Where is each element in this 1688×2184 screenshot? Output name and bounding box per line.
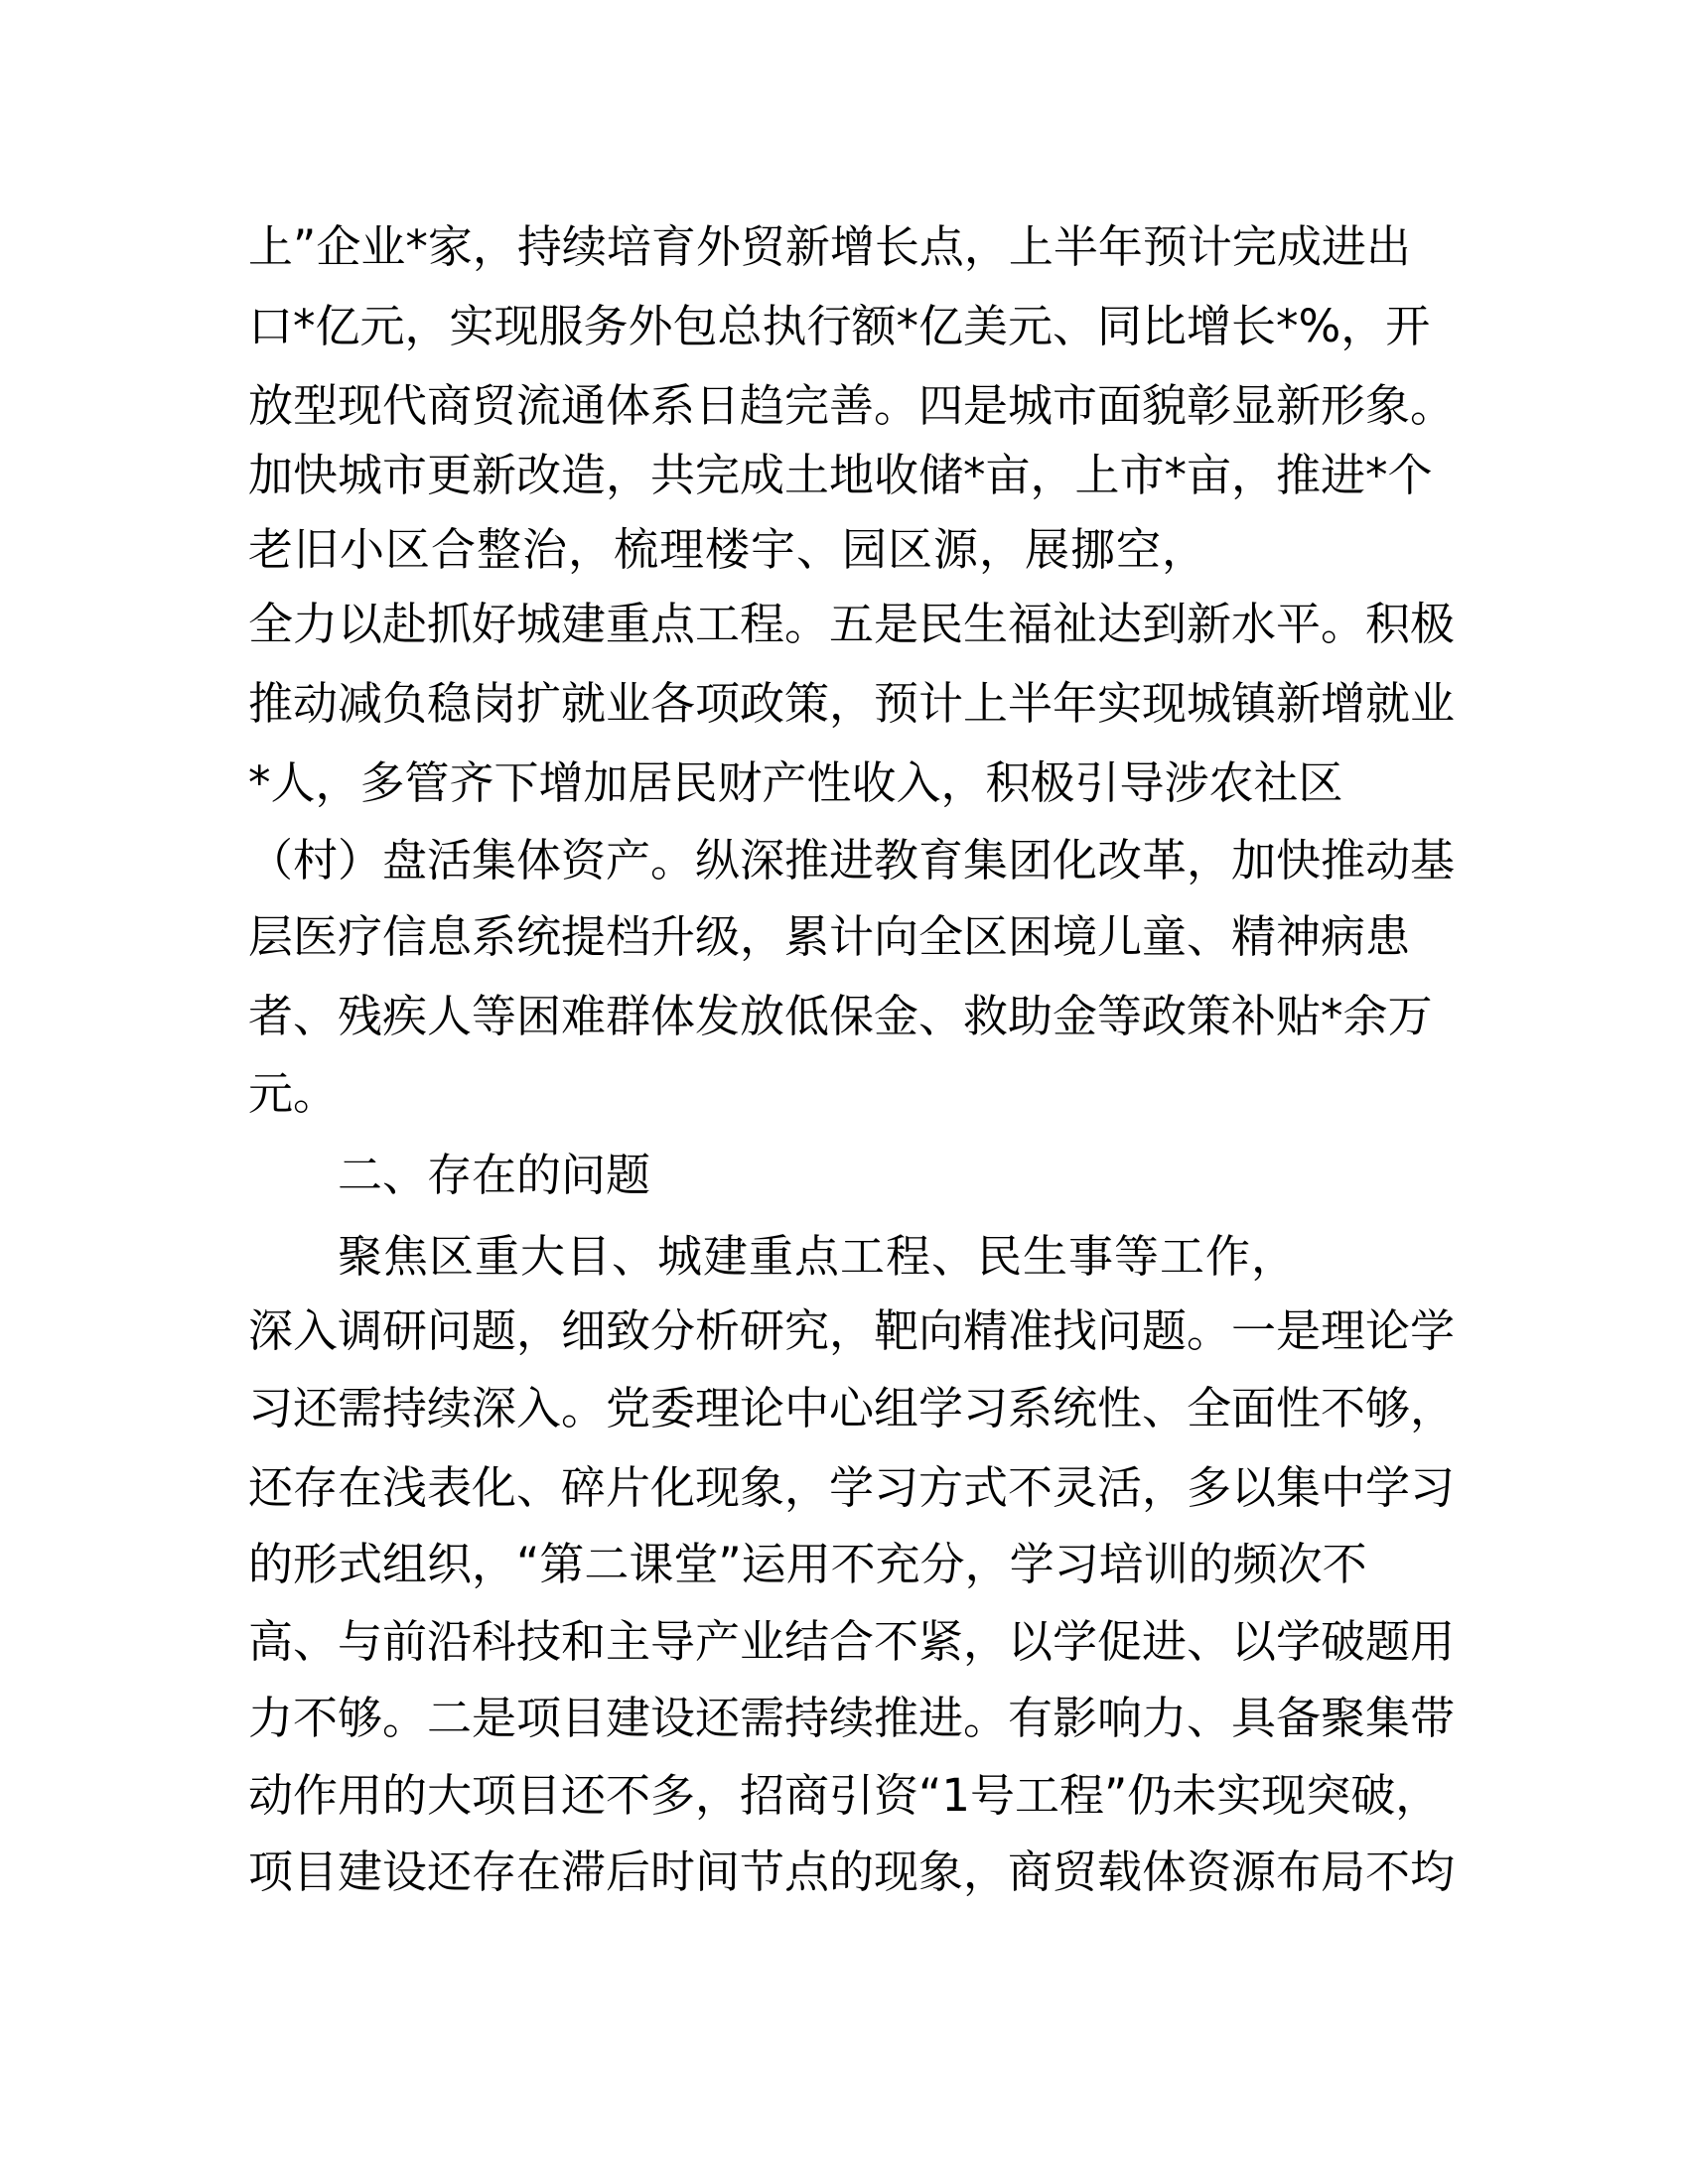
paragraph-line: 动作用的大项目还不多，招商引资“1号工程”仍未实现突破， — [248, 1769, 1441, 1822]
paragraph-line: 高、与前沿科技和主导产业结合不紧，以学促进、以学破题用 — [248, 1615, 1456, 1668]
paragraph-line: 聚焦区重大目、城建重点工程、民生事等工作， — [338, 1230, 1298, 1283]
paragraph-line: 放型现代商贸流通体系日趋完善。四是城市面貌彰显新形象。 — [248, 379, 1456, 432]
paragraph-line: 元。 — [248, 1067, 339, 1120]
paragraph-line: 者、残疾人等困难群体发放低保金、救助金等政策补贴*余万 — [248, 990, 1433, 1042]
paragraph-line: 上”企业*家，持续培育外贸新增长点，上半年预计完成进出 — [248, 220, 1411, 273]
paragraph-line: 的形式组织，“第二课堂”运用不充分，学习培训的频次不 — [248, 1538, 1367, 1590]
paragraph-line: 推动减负稳岗扩就业各项政策，预计上半年实现城镇新增就业 — [248, 677, 1456, 730]
paragraph-line: 还存在浅表化、碎片化现象，学习方式不灵活，多以集中学习 — [248, 1461, 1456, 1514]
paragraph-line: 深入调研问题，细致分析研究，靶向精准找问题。一是理论学 — [248, 1304, 1456, 1357]
paragraph-line: 口*亿元，实现服务外包总执行额*亿美元、同比增长*%，开 — [248, 300, 1431, 352]
paragraph-line: *人，多管齐下增加居民财产性收入，积极引导涉农社区 — [248, 756, 1343, 809]
paragraph-line: 层医疗信息系统提档升级，累计向全区困境儿童、精神病患 — [248, 910, 1411, 963]
paragraph-line: 力不够。二是项目建设还需持续推进。有影响力、具备聚集带 — [248, 1692, 1456, 1744]
paragraph-line: 老旧小区合整治，梳理楼宇、园区源，展挪空， — [248, 523, 1208, 576]
paragraph-line: 加快城市更新改造，共完成土地收储*亩，上市*亩，推进*个 — [248, 449, 1433, 501]
section-heading: 二、存在的问题 — [338, 1149, 651, 1201]
paragraph-line: 习还需持续深入。党委理论中心组学习系统性、全面性不够， — [248, 1382, 1456, 1434]
paragraph-line: 项目建设还存在滞后时间节点的现象，商贸载体资源布局不均 — [248, 1845, 1456, 1898]
paragraph-line: 全力以赴抓好城建重点工程。五是民生福祉达到新水平。积极 — [248, 598, 1456, 650]
paragraph-line: （村）盘活集体资产。纵深推进教育集团化改革，加快推动基 — [248, 834, 1456, 887]
